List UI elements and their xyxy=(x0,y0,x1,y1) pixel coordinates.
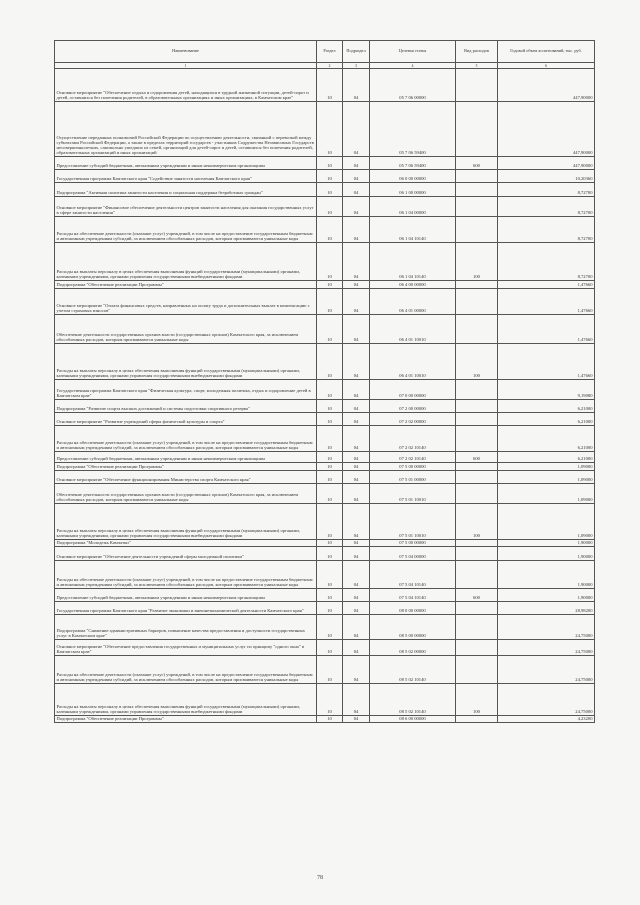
table-cell-podrazdel: 04 xyxy=(343,588,370,601)
table-cell-expense-type xyxy=(456,539,498,546)
table-cell-amount: 24,75000 xyxy=(498,614,595,639)
table-row xyxy=(55,170,595,183)
table-cell-name: Обеспечение деятельности государственных органов власти (государственных органов) Камчатского края, за исключением обособленных расходов, которым присваиваются уникальные коды xyxy=(55,483,317,503)
table-cell-razdel: 10 xyxy=(317,483,343,503)
table-cell-razdel: 10 xyxy=(317,102,343,157)
table-cell-amount: 1,90000 xyxy=(498,546,595,560)
table-cell-razdel: 10 xyxy=(317,157,343,170)
table-cell-expense-type: 100 xyxy=(456,683,498,715)
table-cell-razdel: 10 xyxy=(317,452,343,463)
table-cell-razdel: 10 xyxy=(317,289,343,315)
table-cell-expense-type xyxy=(456,289,498,315)
column-number: 2 xyxy=(317,63,343,69)
table-cell-name: Государственная программа Камчатского края "Развитие экономики и внешнеэкономической деятельности Камчатского края" xyxy=(55,601,317,614)
table-row xyxy=(55,344,595,380)
table-cell-name: Основное мероприятие "Оплата финансовых средств, направленных на оплату труда и дополнительных выплат в компенсацию с учетом страховых взносов" xyxy=(55,289,317,315)
table-cell-expense-type xyxy=(456,546,498,560)
table-cell-razdel: 10 xyxy=(317,463,343,470)
table-cell-expense-type: 100 xyxy=(456,344,498,380)
table-cell-razdel: 10 xyxy=(317,217,343,243)
table-cell-razdel: 10 xyxy=(317,197,343,217)
table-cell-target-article: 08 5 00 00000 xyxy=(370,614,456,639)
table-cell-razdel: 10 xyxy=(317,380,343,400)
table-cell-razdel: 10 xyxy=(317,170,343,183)
column-number: 4 xyxy=(370,63,456,69)
budget-table xyxy=(54,40,595,723)
table-cell-razdel: 10 xyxy=(317,655,343,683)
table-cell-name: Основное мероприятие "Обеспечение деятельности учреждений сферы молодежной политики" xyxy=(55,546,317,560)
table-cell-expense-type xyxy=(456,560,498,588)
table-cell-name: Основное мероприятие "Обеспечение предоставления государственных и муниципальных услуг по принципу "одного окна" в Камчатском крае" xyxy=(55,639,317,655)
table-cell-amount: 24,75000 xyxy=(498,639,595,655)
table-cell-expense-type xyxy=(456,102,498,157)
table-cell-name: Подпрограмма "Молодежь Камчатки" xyxy=(55,539,317,546)
table-cell-amount: 8,72700 xyxy=(498,243,595,281)
table-cell-amount: 1,47660 xyxy=(498,344,595,380)
table-cell-amount: 8,72700 xyxy=(498,217,595,243)
table-row xyxy=(55,452,595,463)
table-row xyxy=(55,217,595,243)
table-cell-name: Подпрограмма "Активная политика занятости населения и социальная поддержка безработных граждан" xyxy=(55,183,317,197)
table-cell-amount: 447,90000 xyxy=(498,157,595,170)
table-row xyxy=(55,539,595,546)
table-cell-razdel: 10 xyxy=(317,281,343,289)
table-row xyxy=(55,588,595,601)
table-row xyxy=(55,413,595,426)
table-cell-amount: 1,90000 xyxy=(498,560,595,588)
table-cell-razdel: 10 xyxy=(317,503,343,539)
table-cell-podrazdel: 04 xyxy=(343,715,370,722)
table-cell-expense-type xyxy=(456,217,498,243)
table-cell-name: Основное мероприятие "Обеспечение функционирования Министерства спорта Камчатского края" xyxy=(55,470,317,483)
table-cell-target-article: 08 0 00 00000 xyxy=(370,601,456,614)
table-cell-name: Обеспечение деятельности государственных органов власти (государственных органов) Камчатского края, за исключением обособленных расходов, которым присваиваются уникальные коды xyxy=(55,315,317,344)
table-cell-amount: 1,90000 xyxy=(498,588,595,601)
table-cell-podrazdel: 04 xyxy=(343,413,370,426)
table-cell-target-article: 08 5 02 10140 xyxy=(370,655,456,683)
table-row xyxy=(55,69,595,102)
table-cell-amount: 447,90000 xyxy=(498,102,595,157)
table-row xyxy=(55,546,595,560)
table-cell-target-article: 06 4 01 00000 xyxy=(370,289,456,315)
table-cell-target-article: 07 0 00 00000 xyxy=(370,380,456,400)
table-cell-target-article: 08 5 02 00000 xyxy=(370,639,456,655)
table-cell-podrazdel: 04 xyxy=(343,243,370,281)
table-cell-razdel: 10 xyxy=(317,546,343,560)
table-cell-expense-type xyxy=(456,463,498,470)
table-header-row xyxy=(55,41,595,63)
table-row xyxy=(55,560,595,588)
table-cell-podrazdel: 04 xyxy=(343,470,370,483)
table-cell-amount: 9,19080 xyxy=(498,380,595,400)
table-cell-name: Расходы на обеспечение деятельности (оказание услуг) учреждений, в том числе на предоставление государственным бюджетным и автономным учреждениям субсидий, за исключением обособленных расходов, которым присваиваются уникальные коды xyxy=(55,426,317,452)
table-cell-razdel: 10 xyxy=(317,315,343,344)
table-cell-expense-type xyxy=(456,69,498,102)
table-cell-amount: 28,98200 xyxy=(498,601,595,614)
table-cell-target-article: 07 5 01 10010 xyxy=(370,483,456,503)
table-row xyxy=(55,400,595,413)
table-row xyxy=(55,102,595,157)
table-cell-podrazdel: 04 xyxy=(343,183,370,197)
table-cell-expense-type xyxy=(456,470,498,483)
table-cell-expense-type xyxy=(456,413,498,426)
table-cell-target-article: 06 1 04 10140 xyxy=(370,243,456,281)
table-cell-podrazdel: 04 xyxy=(343,614,370,639)
table-cell-podrazdel: 04 xyxy=(343,315,370,344)
table-cell-expense-type: 100 xyxy=(456,503,498,539)
table-cell-amount: 1,09000 xyxy=(498,470,595,483)
table-cell-amount: 8,72700 xyxy=(498,183,595,197)
table-cell-name: Расходы на выплаты персоналу в целях обеспечения выполнения функций государственными (муниципальными) органами, казенными учреждениями, органами управления государственными внебюджетными фондами xyxy=(55,344,317,380)
header-podrazdel: Подраздел xyxy=(343,41,370,63)
table-cell-podrazdel: 04 xyxy=(343,560,370,588)
table-cell-name: Расходы на обеспечение деятельности (оказание услуг) учреждений, в том числе на предоставление государственным бюджетным и автономным учреждениям субсидий, за исключением обособленных расходов, которым присваиваются уникальные коды xyxy=(55,560,317,588)
table-cell-target-article: 07 5 00 00000 xyxy=(370,463,456,470)
header-target-article: Целевая статья xyxy=(370,41,456,63)
table-body xyxy=(55,69,595,723)
table-cell-podrazdel: 04 xyxy=(343,463,370,470)
table-cell-name: Расходы на обеспечение деятельности (оказание услуг) учреждений, в том числе на предоставление государственным бюджетным и автономным учреждениям субсидий, за исключением обособленных расходов, которым присваиваются уникальные коды xyxy=(55,655,317,683)
table-row xyxy=(55,315,595,344)
table-cell-expense-type xyxy=(456,601,498,614)
table-cell-name: Предоставление субсидий бюджетным, автономным учреждениям и иным некоммерческим организациям xyxy=(55,157,317,170)
table-cell-expense-type xyxy=(456,715,498,722)
header-razdel: Раздел xyxy=(317,41,343,63)
table-cell-podrazdel: 04 xyxy=(343,69,370,102)
table-cell-name: Государственная программа Камчатского края "Содействие занятости населения Камчатского края" xyxy=(55,170,317,183)
table-cell-expense-type xyxy=(456,197,498,217)
table-cell-name: Подпрограмма "Обеспечение реализации Программы" xyxy=(55,463,317,470)
page-number: 78 xyxy=(317,875,323,881)
table-cell-podrazdel: 04 xyxy=(343,380,370,400)
table-cell-podrazdel: 04 xyxy=(343,157,370,170)
table-cell-target-article: 07 5 04 10140 xyxy=(370,560,456,588)
table-cell-target-article: 06 4 01 10010 xyxy=(370,315,456,344)
table-cell-amount: 1,47660 xyxy=(498,315,595,344)
table-cell-amount: 8,72700 xyxy=(498,197,595,217)
table-row xyxy=(55,614,595,639)
table-cell-amount: 1,09000 xyxy=(498,503,595,539)
table-cell-target-article: 07 5 00 00000 xyxy=(370,539,456,546)
table-row xyxy=(55,470,595,483)
table-cell-podrazdel: 04 xyxy=(343,400,370,413)
table-cell-expense-type: 600 xyxy=(456,588,498,601)
table-cell-amount: 1,47660 xyxy=(498,281,595,289)
table-cell-name: Основное мероприятие "Финансовое обеспечение деятельности центров занятости населения для оказания государственных услуг в сфере занятости населения" xyxy=(55,197,317,217)
table-cell-expense-type: 600 xyxy=(456,157,498,170)
table-cell-name: Расходы на выплаты персоналу в целях обеспечения выполнения функций государственными (муниципальными) органами, казенными учреждениями, органами управления государственными внебюджетными фондами xyxy=(55,503,317,539)
table-cell-expense-type xyxy=(456,614,498,639)
table-cell-razdel: 10 xyxy=(317,683,343,715)
table-row xyxy=(55,683,595,715)
table-cell-amount: 1,47660 xyxy=(498,289,595,315)
header-name: Наименование xyxy=(55,41,317,63)
table-cell-name: Расходы на выплаты персоналу в целях обеспечения выполнения функций государственными (муниципальными) органами, казенными учреждениями, органами управления государственными внебюджетными фондами xyxy=(55,683,317,715)
table-cell-name: Государственная программа Камчатского края "Физическая культура, спорт, молодежная политика, отдых и оздоровление детей в Камчатском крае" xyxy=(55,380,317,400)
column-number: 1 xyxy=(55,63,317,69)
table-cell-target-article: 07 5 04 00000 xyxy=(370,546,456,560)
table-cell-podrazdel: 04 xyxy=(343,539,370,546)
table-cell-name: Подпрограмма "Развитие спорта высших достижений и системы подготовки спортивного резерва" xyxy=(55,400,317,413)
table-cell-target-article: 07 2 02 10140 xyxy=(370,452,456,463)
table-cell-target-article: 07 5 01 00000 xyxy=(370,470,456,483)
table-cell-target-article: 06 4 01 10010 xyxy=(370,344,456,380)
table-cell-target-article: 06 4 00 00000 xyxy=(370,281,456,289)
table-cell-expense-type xyxy=(456,655,498,683)
table-cell-target-article: 05 7 06 59400 xyxy=(370,102,456,157)
table-cell-expense-type xyxy=(456,639,498,655)
table-row xyxy=(55,380,595,400)
table-cell-amount: 4,23200 xyxy=(498,715,595,722)
table-cell-name: Подпрограмма "Обеспечение реализации Программы" xyxy=(55,715,317,722)
table-cell-podrazdel: 04 xyxy=(343,102,370,157)
table-row xyxy=(55,243,595,281)
table-cell-expense-type xyxy=(456,400,498,413)
table-cell-name: Расходы на обеспечение деятельности (оказание услуг) учреждений, в том числе на предоставление государственным бюджетным и автономным учреждениям субсидий, за исключением обособленных расходов, которым присваиваются уникальные коды xyxy=(55,217,317,243)
table-cell-podrazdel: 04 xyxy=(343,197,370,217)
table-cell-expense-type xyxy=(456,170,498,183)
table-cell-razdel: 10 xyxy=(317,344,343,380)
table-cell-name: Основное мероприятие "Обеспечение отдыха и оздоровления детей, находящихся в трудной жизненной ситуации, детей-сирот и детей, оставшихся без попечения родителей, в образовательных организациях и иных организациях, в Камчатском крае" xyxy=(55,69,317,102)
table-cell-name: Основное мероприятие "Развитие учреждений сферы физической культуры и спорта" xyxy=(55,413,317,426)
table-cell-amount: 6,21000 xyxy=(498,413,595,426)
table-cell-podrazdel: 04 xyxy=(343,483,370,503)
table-row xyxy=(55,426,595,452)
table-cell-podrazdel: 04 xyxy=(343,452,370,463)
table-row xyxy=(55,197,595,217)
table-cell-target-article: 05 7 06 59400 xyxy=(370,157,456,170)
table-cell-razdel: 10 xyxy=(317,470,343,483)
table-cell-razdel: 10 xyxy=(317,69,343,102)
header-annual-amount: Годовой объем ассигнований, тыс. руб. xyxy=(498,41,595,63)
table-cell-razdel: 10 xyxy=(317,183,343,197)
table-cell-podrazdel: 04 xyxy=(343,426,370,452)
table-cell-amount: 10,20360 xyxy=(498,170,595,183)
table-cell-razdel: 10 xyxy=(317,588,343,601)
table-cell-razdel: 10 xyxy=(317,400,343,413)
table-cell-podrazdel: 04 xyxy=(343,546,370,560)
table-cell-razdel: 10 xyxy=(317,614,343,639)
table-cell-expense-type xyxy=(456,380,498,400)
table-cell-target-article: 07 2 02 00000 xyxy=(370,413,456,426)
table-cell-amount: 24,75000 xyxy=(498,655,595,683)
table-cell-razdel: 10 xyxy=(317,639,343,655)
table-cell-name: Предоставление субсидий бюджетным, автономным учреждениям и иным некоммерческим организациям xyxy=(55,588,317,601)
table-cell-expense-type xyxy=(456,483,498,503)
table-cell-amount: 1,09000 xyxy=(498,463,595,470)
table-cell-podrazdel: 04 xyxy=(343,170,370,183)
table-cell-podrazdel: 04 xyxy=(343,217,370,243)
table-cell-target-article: 06 0 00 00000 xyxy=(370,170,456,183)
table-cell-name: Подпрограмма "Снижение административных барьеров, повышение качества предоставления и доступности государственных услуг в Камчатском крае" xyxy=(55,614,317,639)
table-cell-name: Расходы на выплаты персоналу в целях обеспечения выполнения функций государственными (муниципальными) органами, казенными учреждениями, органами управления государственными внебюджетными фондами xyxy=(55,243,317,281)
table-cell-razdel: 10 xyxy=(317,560,343,588)
column-number: 6 xyxy=(498,63,595,69)
table-cell-expense-type xyxy=(456,281,498,289)
table-cell-amount: 6,21000 xyxy=(498,452,595,463)
table-cell-target-article: 07 5 01 10010 xyxy=(370,503,456,539)
table-cell-name: Подпрограмма "Обеспечение реализации Программы" xyxy=(55,281,317,289)
table-row xyxy=(55,601,595,614)
table-row xyxy=(55,639,595,655)
table-cell-amount: 6,21000 xyxy=(498,400,595,413)
table-cell-expense-type: 100 xyxy=(456,243,498,281)
table-cell-target-article: 08 5 02 10140 xyxy=(370,683,456,715)
table-cell-podrazdel: 04 xyxy=(343,344,370,380)
table-cell-target-article: 06 1 04 10140 xyxy=(370,217,456,243)
table-cell-podrazdel: 04 xyxy=(343,639,370,655)
table-cell-razdel: 10 xyxy=(317,413,343,426)
table-cell-amount: 6,21000 xyxy=(498,426,595,452)
column-number: 3 xyxy=(343,63,370,69)
table-row xyxy=(55,157,595,170)
table-cell-razdel: 10 xyxy=(317,426,343,452)
table-row xyxy=(55,289,595,315)
table-cell-amount: 1,90000 xyxy=(498,539,595,546)
table-cell-amount: 24,75000 xyxy=(498,683,595,715)
table-row xyxy=(55,281,595,289)
table-cell-target-article: 08 6 00 00000 xyxy=(370,715,456,722)
table-row xyxy=(55,715,595,722)
table-cell-name: Осуществление переданных полномочий Российской Федерации по осуществлению деятельности, связанной с перевозкой между субъектами Российской Федерации, а также в пределах территорий государств - участников Содружества Независимых Государств несовершеннолетних, самовольно ушедших из семей, организаций для детей-сирот и детей, оставшихся без попечения родителей, образовательных организаций и иных организаций xyxy=(55,102,317,157)
table-cell-target-article: 05 7 06 00000 xyxy=(370,69,456,102)
table-cell-podrazdel: 04 xyxy=(343,289,370,315)
table-cell-expense-type xyxy=(456,315,498,344)
table-cell-name: Предоставление субсидий бюджетным, автономным учреждениям и иным некоммерческим организациям xyxy=(55,452,317,463)
table-row xyxy=(55,503,595,539)
table-cell-amount: 1,09000 xyxy=(498,483,595,503)
table-cell-podrazdel: 04 xyxy=(343,601,370,614)
table-cell-expense-type xyxy=(456,183,498,197)
table-row xyxy=(55,655,595,683)
table-cell-target-article: 06 1 00 00000 xyxy=(370,183,456,197)
table-cell-amount: 447,90000 xyxy=(498,69,595,102)
table-cell-razdel: 10 xyxy=(317,715,343,722)
table-cell-expense-type: 600 xyxy=(456,452,498,463)
table-cell-razdel: 10 xyxy=(317,539,343,546)
table-cell-razdel: 10 xyxy=(317,243,343,281)
table-row xyxy=(55,463,595,470)
table-cell-razdel: 10 xyxy=(317,601,343,614)
table-cell-expense-type xyxy=(456,426,498,452)
header-expense-type: Вид расходов xyxy=(456,41,498,63)
table-cell-podrazdel: 04 xyxy=(343,281,370,289)
table-cell-podrazdel: 04 xyxy=(343,683,370,715)
table-cell-target-article: 07 2 02 10140 xyxy=(370,426,456,452)
table-cell-target-article: 07 5 04 10140 xyxy=(370,588,456,601)
table-cell-podrazdel: 04 xyxy=(343,655,370,683)
table-cell-target-article: 07 2 00 00000 xyxy=(370,400,456,413)
table-cell-podrazdel: 04 xyxy=(343,503,370,539)
table-cell-target-article: 06 1 04 00000 xyxy=(370,197,456,217)
column-number: 5 xyxy=(456,63,498,69)
table-row xyxy=(55,183,595,197)
table-row xyxy=(55,483,595,503)
